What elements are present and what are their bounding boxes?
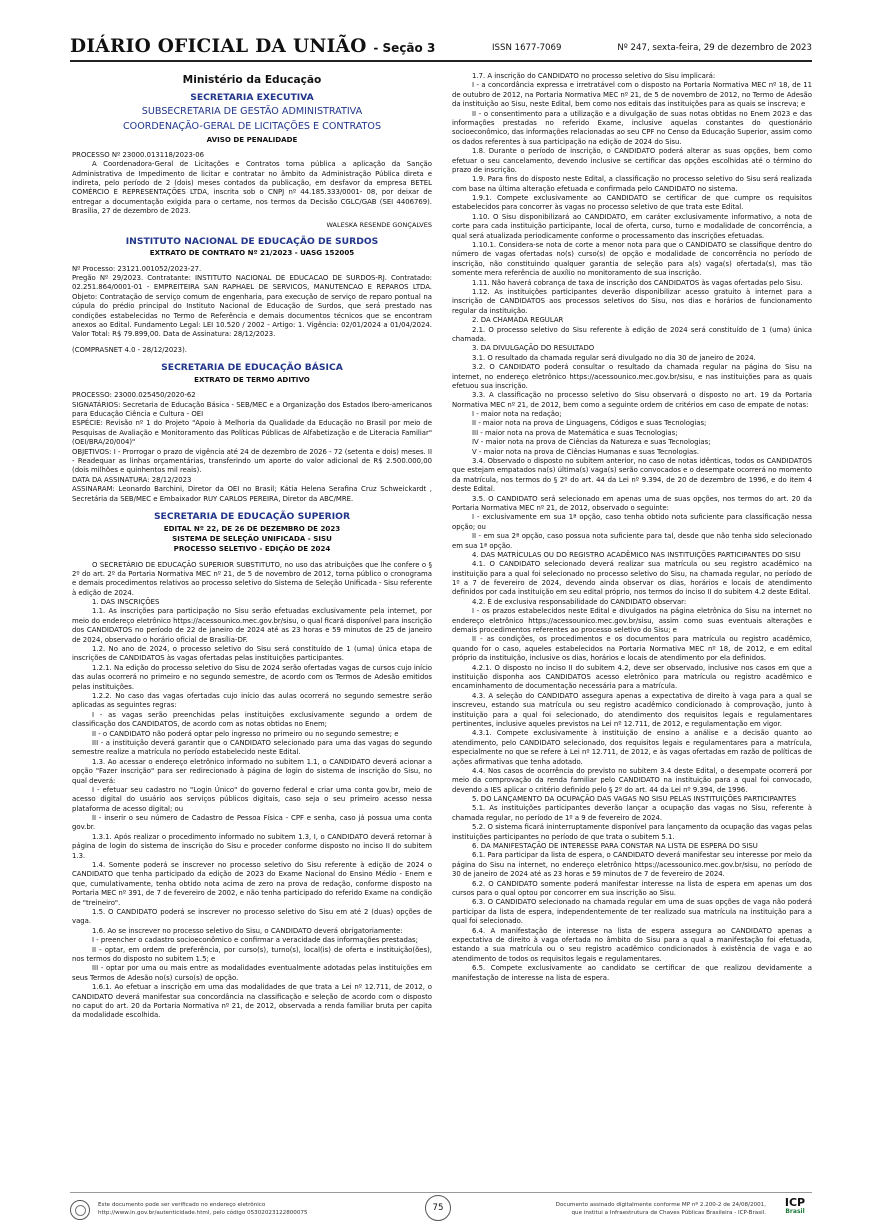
edital-paragraph: 1.7. A inscrição do CANDIDATO no processo seletivo do Sisu implicará: — [472, 72, 716, 80]
edital-paragraph: II - em sua 2ª opção, caso possua nota suficiente para tal, desde que não tenha sido selecionado em sua 1ª opção. — [452, 532, 812, 550]
ines-subheading: EXTRATO DE CONTRATO Nº 21/2023 - UASG 152005 — [149, 248, 355, 258]
page-number: 75 — [425, 1195, 451, 1221]
seb-heading: SECRETARIA DE EDUCAÇÃO BÁSICA — [161, 362, 343, 374]
left-column — [72, 72, 432, 1192]
sesu-edital: EDITAL Nº 22, DE 26 DE DEZEMBRO DE 2023 — [163, 523, 341, 533]
gazette-title: DIÁRIO OFICIAL DA UNIÃO - Seção 3 — [70, 36, 436, 57]
edital-paragraph: I - efetuar seu cadastro no "Login Único" do governo federal e criar uma conta gov.br, meio de acesso digital do usuário aos serviços públicos digitais, caso seja o seu primeiro acesso nessa plataforma de acesso digital; ou — [72, 785, 432, 813]
edital-paragraph: II - inserir o seu número de Cadastro de Pessoa Física - CPF e senha, caso já possua uma conta gov.br. — [72, 814, 432, 832]
edital-paragraph: 1.5. O CANDIDATO poderá se inscrever no processo seletivo do Sisu em até 2 (duas) opções de vaga. — [72, 907, 432, 926]
edital-paragraph: I - exclusivamente em sua 1ª opção, caso tenha obtido nota suficiente para classificação nessa opção; ou — [452, 513, 812, 531]
edital-paragraph: II - o CANDIDATO não poderá optar pelo ingresso no primeiro ou no segundo semestre; e — [92, 729, 399, 738]
edital-paragraph: 6.5. Compete exclusivamente ao candidato se certificar de que realizou devidamente a manifestação de interesse na lista de espera. — [452, 964, 812, 982]
edital-paragraph: 5. DO LANÇAMENTO DA OCUPAÇÃO DAS VAGAS NO SISU PELAS INSTITUIÇÕES PARTICIPANTES — [472, 795, 797, 804]
verification-note: Este documento pode ser verificado no endereço eletrônico http://www.in.gov.br/autenticidade.html, pelo código 05302023122800075 — [98, 1202, 308, 1217]
edital-paragraph: 1.8. Durante o período de inscrição, o CANDIDATO poderá alterar as suas opções, bem como efetuar o seu cancelamento, devendo inclusive se certificar das opções escolhidas até o término do prazo de inscrição. — [452, 147, 812, 174]
ines-process: Nº Processo: 23121.001052/2023-27. — [72, 264, 202, 273]
edital-paragraph: 4.4. Nos casos de ocorrência do previsto no subitem 3.4 deste Edital, o desempate ocorrerá por meio da comprovação da renda familiar pelo CANDIDATO na instituição para a qual foi convocado, devendo a IES aplicar o critério definido pelo § 2º do art. 44 da Lei nº 9.394, de 1996. — [452, 766, 812, 794]
icp-brasil-logo-icon: ICP Brasil — [784, 1196, 806, 1215]
seb-process: PROCESSO: 23000.025450/2020-62 — [72, 391, 196, 400]
edital-paragraph: 1.6. Ao se inscrever no processo seletivo do Sisu, o CANDIDATO deverá obrigatoriamente: — [92, 926, 403, 935]
edital-paragraph: 4.3. A seleção do CANDIDATO assegura apenas a expectativa de direito à vaga para a qual se inscreveu, estando sua matrícula ou seu registro acadêmico condicionado à comprovação, junto à instituição para a qual foi selecionado, do atendimento dos requisitos legais e regulamentares pertinentes, inclusive aqueles previstos na Lei nº 12.711, de 2012, e regulamentação em vigor. — [452, 691, 812, 728]
edital-paragraph: 1.2. No ano de 2024, o processo seletivo do Sisu será constituído de 1 (uma) única etapa de inscrições de CANDIDATOS às vagas ofertadas pelas instituições participantes. — [72, 645, 432, 663]
edital-paragraph: 5.2. O sistema ficará ininterruptamente disponível para lançamento da ocupação das vagas pelas instituições participantes no período de que trata o subitem 5.1. — [452, 823, 812, 841]
edital-paragraph: V - maior nota na prova de Ciências Humanas e suas Tecnologias. — [472, 447, 700, 456]
edital-paragraph: IV - maior nota na prova de Ciências da Natureza e suas Tecnologias; — [472, 438, 711, 447]
edital-paragraph: 6.4. A manifestação de interesse na lista de espera assegura ao CANDIDATO apenas a expectativa de direito à vaga ofertada no âmbito do Sisu para a qual a manifestação foi efetuada, estando a sua matrícula ou o seu registro acadêmico condicionados à existência de vaga e ao atendimento de todos os requisitos legais e regulamentares. — [452, 926, 812, 963]
edital-paragraph: 4.3.1. Compete exclusivamente à instituição de ensino a análise e a decisão quanto ao atendimento, pelo CANDIDATO selecionado, dos requisitos legais e regulamentares para a matrícula, especialmente no que se refere à Lei nº 12.711, de 2012, e às vagas ofertadas em razão de políticas de ações afirmativas que tenha adotado. — [452, 729, 812, 766]
edital-paragraph: I - a concordância expressa e irretratável com o disposto na Portaria Normativa MEC nº 18, de 11 de outubro de 2012, na Portaria Normativa MEC nº 21, de 5 de novembro de 2012, no Termo de Adesão da instituição ao Sisu, neste Edital, bem como nos editais das instituições para as quais se inscreva; e — [452, 81, 812, 109]
edital-paragraph: 1.2.1. Na edição do processo seletivo do Sisu de 2024 serão ofertadas vagas de cursos cujo início das aulas ocorrerá no primeiro e no segundo semestre, de acordo com os Termos de Adesão emitidos pelas instituições. — [72, 663, 432, 691]
edital-paragraph: 2.1. O processo seletivo do Sisu referente à edição de 2024 será constituído de 1 (uma) única chamada. — [452, 325, 812, 343]
edital-paragraph: 1.9. Para fins do disposto neste Edital, a classificação no processo seletivo do Sisu será realizada com base na última alteração efetuada e confirmada pelo CANDIDATO no sistema. — [452, 175, 812, 193]
edital-paragraph: 4.2. É de exclusiva responsabilidade do CANDIDATO observar: — [472, 597, 687, 606]
edital-paragraph: 3.2. O CANDIDATO poderá consultar o resultado da chamada regular na página do Sisu na internet, no endereço eletrônico https://acessounico.mec.gov.br/sisu, e nas instituições para as quais efetuou sua inscrição. — [452, 363, 812, 390]
edital-paragraph: 6. DA MANIFESTAÇÃO DE INTERESSE PARA CONSTAR NA LISTA DE ESPERA DO SISU — [472, 842, 758, 851]
edital-paragraph: 4.1. O CANDIDATO selecionado deverá realizar sua matrícula ou seu registro acadêmico na instituição para a qual foi selecionado no processo seletivo do Sisu, na chamada regular, no período de 1º a 7 de fevereiro de 2024, devendo ainda observar os dias, horários e locais de atendimento definidos por cada instituição em seu edital próprio, nos termos do inciso II do subitem 4.2 deste Edital. — [452, 560, 812, 597]
seb-signed: ASSINARAM: Leonardo Barchini, Diretor da OEI no Brasil; Kátia Helena Serafina Cruz Schweickardt , Secretária da SEB/MEC e Embaixador RUY CARLOS PEREIRA, Diretor da ABC/MRE. — [72, 485, 432, 503]
edital-paragraph: II - as condições, os procedimentos e os documentos para matrícula ou registro acadêmico, quando for o caso, aqueles estabelecidos na Portaria Normativa MEC nº 18, de 2012, e em edital próprio da instituição, inclusive os dias, horários e locais de atendimento por ela definidos. — [452, 635, 812, 663]
edital-paragraph: II - maior nota na prova de Linguagens, Códigos e suas Tecnologias; — [472, 419, 707, 428]
edital-paragraph: III - a instituição deverá garantir que o CANDIDATO selecionado para uma das vagas do segundo semestre realize a matrícula no período estabelecido neste Edital. — [72, 738, 432, 757]
edital-paragraph: III - maior nota na prova de Matemática e suas Tecnologias; — [472, 428, 678, 437]
seb-date: DATA DA ASSINATURA: 28/12/2023 — [72, 475, 192, 484]
edital-paragraph: 6.3. O CANDIDATO selecionado na chamada regular em uma de suas opções de vaga não poderá participar da lista de espera, independentemente de ter realizado sua matrícula na instituição para a qual foi selecionado. — [452, 898, 812, 926]
edital-paragraph: I - as vagas serão preenchidas pelas instituições exclusivamente segundo a ordem de classificação dos CANDIDATOS, de acordo com as notas obtidas no Enem; — [72, 710, 432, 729]
se-signature: WALESKA RESENDE GONÇALVES — [326, 220, 432, 229]
edital-paragraph: 1.1. As inscrições para participação no Sisu serão efetuadas exclusivamente pela internet, por meio do endereço eletrônico https://acessounico.mec.gov.br/sisu, o qual ficará disponível para inscrição dos CANDIDATOS no período de 22 de janeiro de 2024 até as 23 horas e 59 minutos de 25 de janeiro de 2024, observado o horário oficial de Brasília-DF. — [72, 607, 432, 644]
se-body: A Coordenadora-Geral de Licitações e Contratos torna pública a aplicação da Sanção Administrativa de Impedimento de licitar e contratar no âmbito da Administração Pública direta e indireta, pelo período de 2 (dois) meses contados da publicação, em desfavor da empresa BETEL COMÉRCIO E REPRESENTAÇÕES LTDA, inscrita sob o CNPJ nº 44.185.333/0001- 08, por deixar de entregar a documentação exigida para o certame, nos termos da Decisão CGLC/GAB (SEI 4406769). Brasília, 27 de dezembro de 2023. — [72, 160, 432, 216]
edital-paragraph: 3.4. Observado o disposto no subitem anterior, no caso de notas idênticas, todos os CANDIDATOS que estejam empatados na(s) última(s) vaga(s) serão convocados e o desempate ocorrerá no momento da matrícula, nos termos do § 2º do art. 44 da Lei nº 9.394, de 20 de dezembro de 1996, e do item 4 deste Edital. — [452, 457, 812, 494]
edital-paragraph: II - o consentimento para a utilização e a divulgação de suas notas obtidas no Enem 2023 e das informações prestadas no referido Exame, inclusive aquelas constantes do questionário socioeconômico, das informações relacionadas ao seu CPF no Censo da Educação Superior, assim como os dados referentes à sua participação na edição de 2024 do Sisu. — [452, 109, 812, 146]
edital-paragraph: 1. DAS INSCRIÇÕES — [92, 598, 160, 607]
se-subheading-1: SUBSECRETARIA DE GESTÃO ADMINISTRATIVA — [141, 105, 363, 117]
edital-paragraph: 3. DA DIVULGAÇÃO DO RESULTADO — [472, 344, 595, 353]
seb-subheading: EXTRATO DE TERMO ADITIVO — [194, 374, 310, 384]
seb-signatories: SIGNATÁRIOS: Secretaria de Educação Básica - SEB/MEC e a Organização dos Estados Ibero-americanos para Educação Ciência e Cultura - OEI — [72, 400, 432, 418]
edital-paragraph: 1.12. As instituições participantes deverão disponibilizar acesso gratuito à internet para a inscrição de CANDIDATOS aos processos seletivos do Sisu, nos dias e horários de funcionamento regular da instituição. — [452, 287, 812, 315]
page-header — [70, 34, 812, 62]
edital-paragraph: 6.1. Para participar da lista de espera, o CANDIDATO deverá manifestar seu interesse por meio da página do Sisu na internet, no endereço eletrônico https://acessounico.mec.gov.br/sisu, no período de 30 de janeiro de 2024 até as 23 horas e 59 minutos de 7 de fevereiro de 2024. — [452, 851, 812, 879]
ines-heading: INSTITUTO NACIONAL DE EDUCAÇÃO DE SURDOS — [125, 235, 379, 247]
ines-body: Pregão Nº 29/2023. Contratante: INSTITUTO NACIONAL DE EDUCACAO DE SURDOS-RJ. Contratado: 02.251.864/0001-01 - EMPREITEIRA SAN RAPHAEL DE SERVICOS, MANUTENCAO E REPAROS LTDA. Objeto: Contratação de serviço comum de engenharia, para execução de serviço de reparo pontual na cúpula do prédio principal do Instituto Nacional de Educação de Surdos, que será prestado nas condições estabelecidas no Termo de Referência e demais documentos técnicos que se encontram anexos ao Edital. Fundamento Legal: LEI 10.520 / 2002 - Artigo: 1. Vigência: 02/01/2024 a 01/04/2024. Valor Total: R$ 79.899,00. Data de Assinatura: 28/12/2023. — [72, 274, 432, 339]
ministry-heading: Ministério da Educação — [182, 74, 322, 86]
edital-paragraph: I - os prazos estabelecidos neste Edital e divulgados na página eletrônica do Sisu na internet no endereço eletrônico https://acessounico.mec.gov.br/sisu, assim como suas eventuais alterações e demais procedimentos referentes ao processo seletivo do Sisu; e — [452, 607, 812, 635]
edital-paragraph: 1.11. Não haverá cobrança de taxa de inscrição dos CANDIDATOS às vagas ofertadas pelo Sisu. — [472, 278, 803, 287]
edital-paragraph: II - optar, em ordem de preferência, por curso(s), turno(s), local(is) de oferta e instituição(ões), nos termos do disposto no subitem 1.5; e — [72, 945, 432, 963]
seb-objectives: OBJETIVOS: I - Prorrogar o prazo de vigência até 24 de dezembro de 2026 - 72 (setenta e dois) meses. II - Readequar as linhas orçamentárias, transferindo um aporte do valor adicional de R$ 2.500.000,00 (dois milhões e quinhentos mil reais). — [72, 447, 432, 475]
right-column — [452, 72, 812, 1192]
edital-paragraph: 1.6.1. Ao efetuar a inscrição em uma das modalidades de que trata a Lei nº 12.711, de 2012, o CANDIDATO deverá manifestar sua concordância na classificação e seleção de acordo com o disposto no caput do art. 20 da Portaria Normativa nº 21, de 2012, observada a renda familiar bruta per capita da modalidade escolhida. — [72, 983, 432, 1020]
se-heading: SECRETARIA EXECUTIVA — [190, 92, 314, 103]
issn: ISSN 1677-7069 — [492, 43, 562, 53]
seb-species: ESPÉCIE: Revisão nº 1 do Projeto "Apoio à Melhoria da Qualidade da Educação no Brasil por meio de Pesquisas de Avaliação e Monitoramento das Políticas Públicas de Alfabetização e de Literacia Familiar" (OEI/BRA/20/004)" — [72, 419, 432, 447]
edital-paragraph: 1.10. O Sisu disponibilizará ao CANDIDATO, em caráter exclusivamente informativo, a nota de corte para cada instituição participante, local de oferta, curso, turno e modalidade de concorrência, a qual será atualizada periodicamente conforme o processamento das inscrições efetuadas. — [452, 212, 812, 240]
edital-paragraph: 1.9.1. Compete exclusivamente ao CANDIDATO se certificar de que cumpre os requisitos estabelecidos para concorrer às vagas no processo seletivo de que trata este Edital. — [452, 194, 812, 212]
edital-paragraph: 3.1. O resultado da chamada regular será divulgado no dia 30 de janeiro de 2024. — [472, 353, 756, 362]
edital-paragraph: 1.3. Ao acessar o endereço eletrônico informado no subitem 1.1, o CANDIDATO deverá acionar a opção "Fazer inscrição" para ser redirecionado à página de login do sistema de inscrição do Sisu, no qual deverá: — [72, 757, 432, 785]
sesu-heading: SECRETARIA DE EDUCAÇÃO SUPERIOR — [153, 510, 351, 522]
signature-note: Documento assinado digitalmente conforme MP nº 2.200-2 de 24/08/2001, que institui a Infraestrutura de Chaves Públicas Brasileira - ICP-Brasil. — [555, 1202, 766, 1217]
republic-seal-icon — [70, 1200, 90, 1220]
edital-paragraph: I - maior nota na redação; — [472, 410, 562, 419]
se-process: PROCESSO Nº 23000.013118/2023-06 — [72, 150, 205, 159]
ines-source: (COMPRASNET 4.0 - 28/12/2023). — [72, 345, 187, 354]
sesu-process: PROCESSO SELETIVO - EDIÇÃO DE 2024 — [173, 544, 331, 554]
edital-paragraph: 1.10.1. Considera-se nota de corte a menor nota para que o CANDIDATO se classifique dentro do número de vagas ofertadas no(s) curso(s) de opção e modalidade de concorrência no período de inscrição, não constituindo qualquer garantia de seleção para a(s) vaga(s) ofertada(s), mas tão somente mera referência de auxílio no monitoramento de sua inscrição. — [452, 241, 812, 278]
sesu-system: SISTEMA DE SELEÇÃO UNIFICADA - SISU — [172, 533, 332, 543]
edital-paragraph: III - optar por uma ou mais entre as modalidades eventualmente adotadas pelas instituições em seus Termos de Adesão no(s) curso(s) de opção. — [72, 964, 432, 982]
edital-paragraph: 6.2. O CANDIDATO somente poderá manifestar interesse na lista de espera em apenas um dos cursos para o qual optou por concorrer em sua inscrição ao Sisu. — [452, 879, 812, 897]
edital-paragraph: 3.5. O CANDIDATO será selecionado em apenas uma de suas opções, nos termos do art. 20 da Portaria Normativa MEC nº 21, de 2012, observado o seguinte: — [452, 494, 812, 512]
se-notice-title: AVISO DE PENALIDADE — [206, 134, 298, 144]
edital-paragraph: 1.2.2. No caso das vagas ofertadas cujo início das aulas ocorrerá no segundo semestre serão aplicadas as seguintes regras: — [72, 692, 432, 710]
se-subheading-2: COORDENAÇÃO-GERAL DE LICITAÇÕES E CONTRATOS — [122, 120, 382, 132]
edital-paragraph: 1.3.1. Após realizar o procedimento informado no subitem 1.3, I, o CANDIDATO deverá retornar à página de login do sistema de inscrição do Sisu e proceder conforme disposto no inciso II do subitem 1.3. — [72, 832, 432, 860]
page-footer — [70, 1192, 812, 1222]
edital-paragraph: 4.2.1. O disposto no inciso II do subitem 4.2, deve ser observado, inclusive nos casos em que a instituição disponha aos CANDIDATOS acesso eletrônico para matrícula ou registro acadêmico e encaminhamento de documentação necessária para a matrícula. — [452, 663, 812, 691]
edital-paragraph: 1.4. Somente poderá se inscrever no processo seletivo do Sisu referente à edição de 2024 o CANDIDATO que tenha participado da edição de 2023 do Exame Nacional do Ensino Médio - Enem e que, cumulativamente, tenha obtido nota acima de zero na prova de redação, conforme disposto na Portaria MEC nº 391, de 7 de fevereiro de 2002, e não tenha participado do referido Exame na condição de "treineiro". — [72, 861, 432, 907]
edital-paragraph: 4. DAS MATRÍCULAS OU DO REGISTRO ACADÊMICO NAS INSTITUIÇÕES PARTICIPANTES DO SISU — [472, 550, 801, 559]
sisu-edital-body-right — [452, 72, 812, 983]
edital-paragraph: I - preencher o cadastro socioeconômico e confirmar a veracidade das informações prestadas; — [92, 936, 418, 945]
edital-paragraph: 2. DA CHAMADA REGULAR — [472, 316, 564, 325]
section-label: - Seção 3 — [373, 41, 436, 55]
sisu-edital-body-left — [72, 561, 432, 1021]
edital-paragraph: 3.3. A classificação no processo seletivo do Sisu observará o disposto no art. 19 da Portaria Normativa MEC nº 21, de 2012, bem como a seguinte ordem de critérios em caso de empate de notas: — [452, 391, 812, 409]
issue-date: Nº 247, sexta-feira, 29 de dezembro de 2023 — [617, 43, 812, 53]
edital-paragraph: O SECRETÁRIO DE EDUCAÇÃO SUPERIOR SUBSTITUTO, no uso das atribuições que lhe confere o § 2º do art. 2º da Portaria Normativa MEC nº 21, de 5 de novembro de 2012, torna público o cronograma e demais procedimentos relativos ao processo seletivo do Sistema de Seleção Unificada - Sisu referente à edição de 2024. — [72, 560, 432, 597]
edital-paragraph: 5.1. As instituições participantes deverão lançar a ocupação das vagas no Sisu, referente à chamada regular, no período de 1º a 9 de fevereiro de 2024. — [452, 804, 812, 822]
